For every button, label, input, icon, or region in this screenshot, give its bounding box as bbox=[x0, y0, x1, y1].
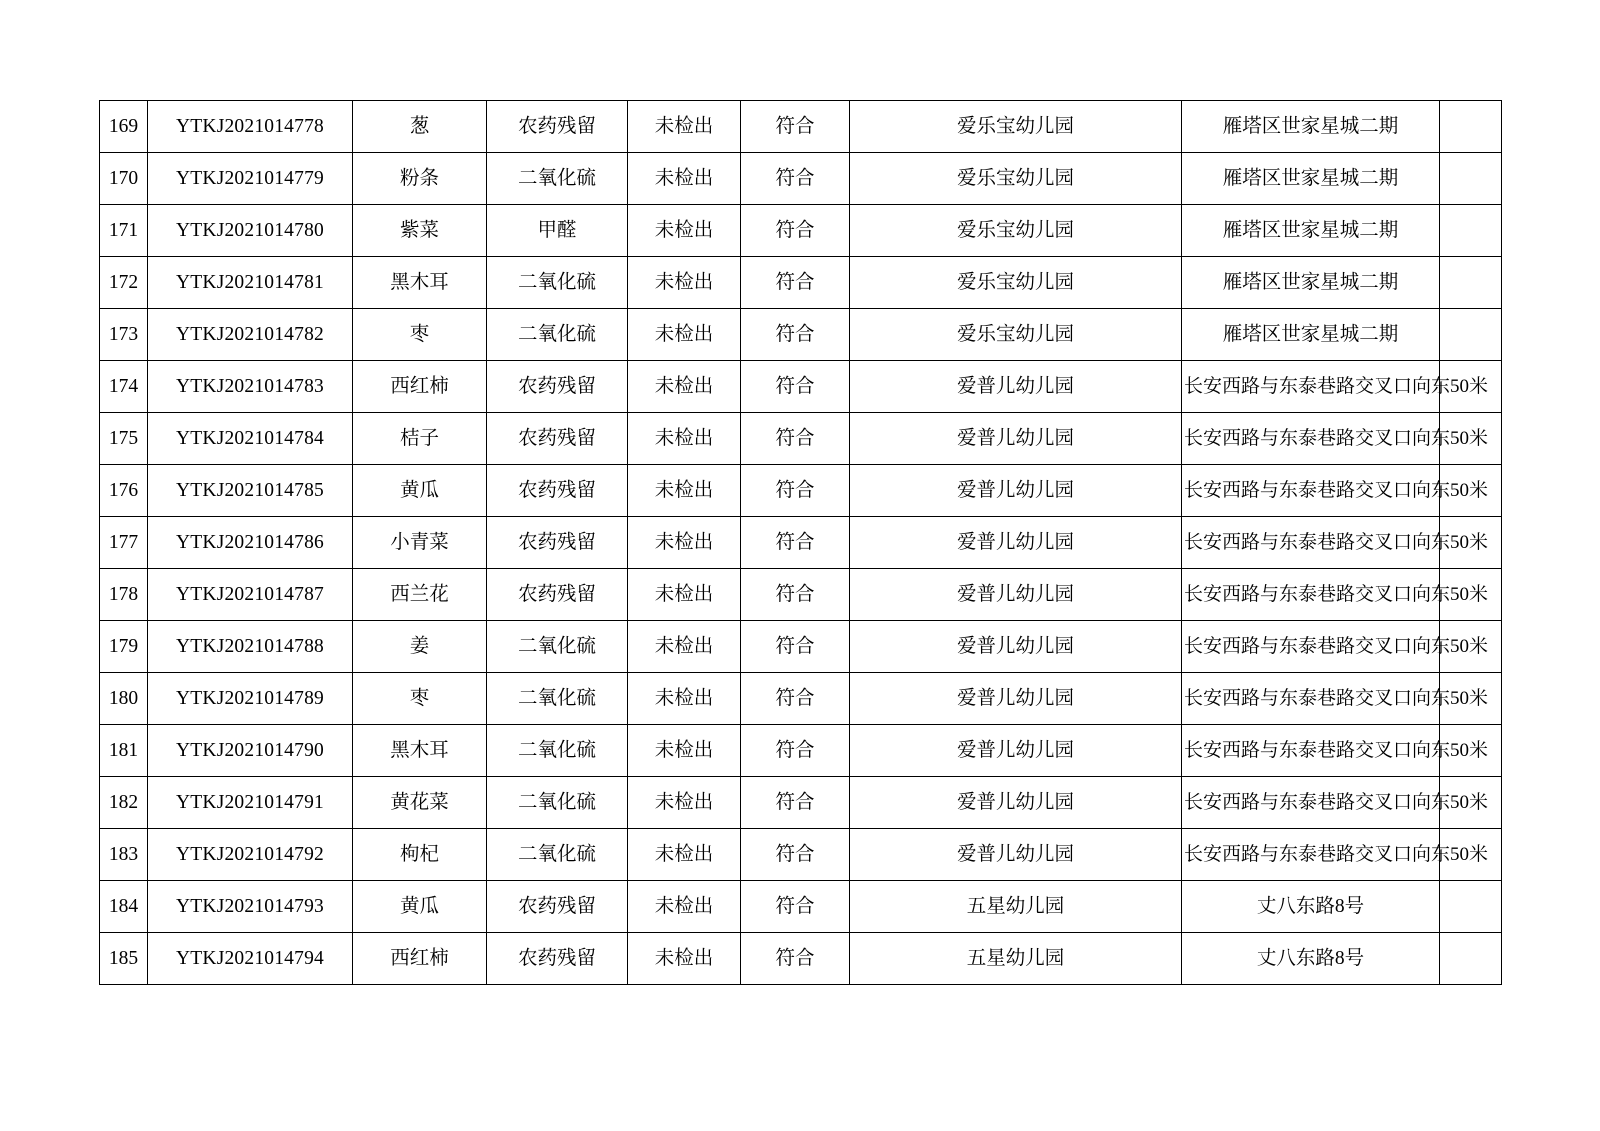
inspection-table-container bbox=[99, 100, 1501, 985]
test-result: 未检出 bbox=[628, 621, 741, 673]
inspection-results-table bbox=[99, 100, 1502, 985]
sample-code: YTKJ2021014785 bbox=[148, 465, 353, 517]
test-item: 农药残留 bbox=[487, 933, 628, 985]
test-result: 未检出 bbox=[628, 777, 741, 829]
organization-address: 雁塔区世家星城二期 bbox=[1182, 257, 1440, 309]
inspected-organization: 爱乐宝幼儿园 bbox=[850, 309, 1182, 361]
table-row bbox=[100, 725, 1502, 777]
table-row bbox=[100, 153, 1502, 205]
judgement: 符合 bbox=[741, 621, 850, 673]
sample-code: YTKJ2021014782 bbox=[148, 309, 353, 361]
organization-address: 长安西路与东泰巷路交叉口向东50米 bbox=[1182, 465, 1440, 517]
judgement: 符合 bbox=[741, 829, 850, 881]
test-item: 二氧化硫 bbox=[487, 777, 628, 829]
inspected-organization: 爱乐宝幼儿园 bbox=[850, 101, 1182, 153]
sample-code: YTKJ2021014793 bbox=[148, 881, 353, 933]
row-index: 180 bbox=[100, 673, 148, 725]
sample-name: 葱 bbox=[353, 101, 487, 153]
row-index: 175 bbox=[100, 413, 148, 465]
test-result: 未检出 bbox=[628, 465, 741, 517]
sample-code: YTKJ2021014791 bbox=[148, 777, 353, 829]
row-index: 172 bbox=[100, 257, 148, 309]
test-item: 农药残留 bbox=[487, 517, 628, 569]
judgement: 符合 bbox=[741, 465, 850, 517]
test-result: 未检出 bbox=[628, 517, 741, 569]
table-row bbox=[100, 777, 1502, 829]
inspected-organization: 爱乐宝幼儿园 bbox=[850, 153, 1182, 205]
table-row bbox=[100, 569, 1502, 621]
judgement: 符合 bbox=[741, 205, 850, 257]
inspected-organization: 爱乐宝幼儿园 bbox=[850, 205, 1182, 257]
sample-code: YTKJ2021014778 bbox=[148, 101, 353, 153]
judgement: 符合 bbox=[741, 413, 850, 465]
judgement: 符合 bbox=[741, 257, 850, 309]
row-index: 174 bbox=[100, 361, 148, 413]
sample-name: 枣 bbox=[353, 673, 487, 725]
test-result: 未检出 bbox=[628, 725, 741, 777]
table-row bbox=[100, 673, 1502, 725]
judgement: 符合 bbox=[741, 361, 850, 413]
organization-address: 长安西路与东泰巷路交叉口向东50米 bbox=[1182, 569, 1440, 621]
sample-name: 西红柿 bbox=[353, 361, 487, 413]
sample-name: 桔子 bbox=[353, 413, 487, 465]
sample-code: YTKJ2021014784 bbox=[148, 413, 353, 465]
sample-code: YTKJ2021014783 bbox=[148, 361, 353, 413]
sample-name: 西兰花 bbox=[353, 569, 487, 621]
table-row bbox=[100, 465, 1502, 517]
table-row bbox=[100, 881, 1502, 933]
judgement: 符合 bbox=[741, 153, 850, 205]
table-body bbox=[100, 101, 1502, 985]
organization-address: 雁塔区世家星城二期 bbox=[1182, 205, 1440, 257]
row-index: 183 bbox=[100, 829, 148, 881]
sample-name: 黑木耳 bbox=[353, 725, 487, 777]
test-item: 农药残留 bbox=[487, 465, 628, 517]
test-item: 二氧化硫 bbox=[487, 673, 628, 725]
row-index: 177 bbox=[100, 517, 148, 569]
inspected-organization: 爱普儿幼儿园 bbox=[850, 673, 1182, 725]
organization-address: 长安西路与东泰巷路交叉口向东50米 bbox=[1182, 829, 1440, 881]
table-row bbox=[100, 101, 1502, 153]
remark bbox=[1440, 257, 1502, 309]
judgement: 符合 bbox=[741, 569, 850, 621]
row-index: 184 bbox=[100, 881, 148, 933]
organization-address: 长安西路与东泰巷路交叉口向东50米 bbox=[1182, 413, 1440, 465]
sample-name: 黄瓜 bbox=[353, 881, 487, 933]
inspected-organization: 爱普儿幼儿园 bbox=[850, 413, 1182, 465]
test-result: 未检出 bbox=[628, 205, 741, 257]
test-item: 二氧化硫 bbox=[487, 309, 628, 361]
sample-code: YTKJ2021014787 bbox=[148, 569, 353, 621]
inspected-organization: 五星幼儿园 bbox=[850, 933, 1182, 985]
sample-name: 枸杞 bbox=[353, 829, 487, 881]
test-result: 未检出 bbox=[628, 413, 741, 465]
sample-code: YTKJ2021014794 bbox=[148, 933, 353, 985]
inspected-organization: 爱普儿幼儿园 bbox=[850, 725, 1182, 777]
row-index: 173 bbox=[100, 309, 148, 361]
test-result: 未检出 bbox=[628, 101, 741, 153]
inspected-organization: 爱普儿幼儿园 bbox=[850, 777, 1182, 829]
table-row bbox=[100, 829, 1502, 881]
remark bbox=[1440, 153, 1502, 205]
test-result: 未检出 bbox=[628, 673, 741, 725]
sample-name: 姜 bbox=[353, 621, 487, 673]
sample-code: YTKJ2021014788 bbox=[148, 621, 353, 673]
test-item: 二氧化硫 bbox=[487, 829, 628, 881]
table-row bbox=[100, 257, 1502, 309]
remark bbox=[1440, 881, 1502, 933]
organization-address: 雁塔区世家星城二期 bbox=[1182, 309, 1440, 361]
judgement: 符合 bbox=[741, 777, 850, 829]
sample-code: YTKJ2021014780 bbox=[148, 205, 353, 257]
sample-name: 黑木耳 bbox=[353, 257, 487, 309]
row-index: 185 bbox=[100, 933, 148, 985]
test-item: 农药残留 bbox=[487, 101, 628, 153]
row-index: 169 bbox=[100, 101, 148, 153]
table-row bbox=[100, 933, 1502, 985]
test-item: 二氧化硫 bbox=[487, 621, 628, 673]
sample-name: 西红柿 bbox=[353, 933, 487, 985]
organization-address: 长安西路与东泰巷路交叉口向东50米 bbox=[1182, 361, 1440, 413]
sample-name: 枣 bbox=[353, 309, 487, 361]
row-index: 170 bbox=[100, 153, 148, 205]
table-row bbox=[100, 309, 1502, 361]
table-row bbox=[100, 621, 1502, 673]
row-index: 176 bbox=[100, 465, 148, 517]
test-result: 未检出 bbox=[628, 309, 741, 361]
test-item: 农药残留 bbox=[487, 881, 628, 933]
judgement: 符合 bbox=[741, 725, 850, 777]
sample-code: YTKJ2021014789 bbox=[148, 673, 353, 725]
test-item: 甲醛 bbox=[487, 205, 628, 257]
organization-address: 长安西路与东泰巷路交叉口向东50米 bbox=[1182, 777, 1440, 829]
organization-address: 雁塔区世家星城二期 bbox=[1182, 101, 1440, 153]
test-item: 二氧化硫 bbox=[487, 725, 628, 777]
test-result: 未检出 bbox=[628, 153, 741, 205]
table-row bbox=[100, 413, 1502, 465]
inspected-organization: 爱普儿幼儿园 bbox=[850, 517, 1182, 569]
sample-code: YTKJ2021014790 bbox=[148, 725, 353, 777]
row-index: 181 bbox=[100, 725, 148, 777]
sample-code: YTKJ2021014781 bbox=[148, 257, 353, 309]
judgement: 符合 bbox=[741, 517, 850, 569]
judgement: 符合 bbox=[741, 309, 850, 361]
organization-address: 长安西路与东泰巷路交叉口向东50米 bbox=[1182, 621, 1440, 673]
sample-name: 黄花菜 bbox=[353, 777, 487, 829]
test-result: 未检出 bbox=[628, 881, 741, 933]
sample-name: 紫菜 bbox=[353, 205, 487, 257]
inspected-organization: 爱普儿幼儿园 bbox=[850, 465, 1182, 517]
table-row bbox=[100, 361, 1502, 413]
test-result: 未检出 bbox=[628, 933, 741, 985]
inspected-organization: 爱普儿幼儿园 bbox=[850, 569, 1182, 621]
sample-code: YTKJ2021014779 bbox=[148, 153, 353, 205]
remark bbox=[1440, 205, 1502, 257]
test-item: 农药残留 bbox=[487, 361, 628, 413]
table-row bbox=[100, 517, 1502, 569]
inspected-organization: 爱普儿幼儿园 bbox=[850, 361, 1182, 413]
row-index: 179 bbox=[100, 621, 148, 673]
organization-address: 丈八东路8号 bbox=[1182, 933, 1440, 985]
organization-address: 雁塔区世家星城二期 bbox=[1182, 153, 1440, 205]
sample-name: 粉条 bbox=[353, 153, 487, 205]
row-index: 182 bbox=[100, 777, 148, 829]
test-result: 未检出 bbox=[628, 829, 741, 881]
organization-address: 长安西路与东泰巷路交叉口向东50米 bbox=[1182, 725, 1440, 777]
judgement: 符合 bbox=[741, 881, 850, 933]
remark bbox=[1440, 101, 1502, 153]
test-result: 未检出 bbox=[628, 569, 741, 621]
test-item: 二氧化硫 bbox=[487, 153, 628, 205]
sample-code: YTKJ2021014792 bbox=[148, 829, 353, 881]
judgement: 符合 bbox=[741, 101, 850, 153]
test-result: 未检出 bbox=[628, 361, 741, 413]
row-index: 171 bbox=[100, 205, 148, 257]
table-row bbox=[100, 205, 1502, 257]
sample-name: 小青菜 bbox=[353, 517, 487, 569]
organization-address: 丈八东路8号 bbox=[1182, 881, 1440, 933]
judgement: 符合 bbox=[741, 673, 850, 725]
judgement: 符合 bbox=[741, 933, 850, 985]
test-item: 农药残留 bbox=[487, 569, 628, 621]
organization-address: 长安西路与东泰巷路交叉口向东50米 bbox=[1182, 517, 1440, 569]
remark bbox=[1440, 933, 1502, 985]
test-item: 农药残留 bbox=[487, 413, 628, 465]
inspected-organization: 爱普儿幼儿园 bbox=[850, 621, 1182, 673]
test-item: 二氧化硫 bbox=[487, 257, 628, 309]
sample-code: YTKJ2021014786 bbox=[148, 517, 353, 569]
organization-address: 长安西路与东泰巷路交叉口向东50米 bbox=[1182, 673, 1440, 725]
inspected-organization: 爱普儿幼儿园 bbox=[850, 829, 1182, 881]
test-result: 未检出 bbox=[628, 257, 741, 309]
inspected-organization: 爱乐宝幼儿园 bbox=[850, 257, 1182, 309]
sample-name: 黄瓜 bbox=[353, 465, 487, 517]
row-index: 178 bbox=[100, 569, 148, 621]
inspected-organization: 五星幼儿园 bbox=[850, 881, 1182, 933]
remark bbox=[1440, 309, 1502, 361]
